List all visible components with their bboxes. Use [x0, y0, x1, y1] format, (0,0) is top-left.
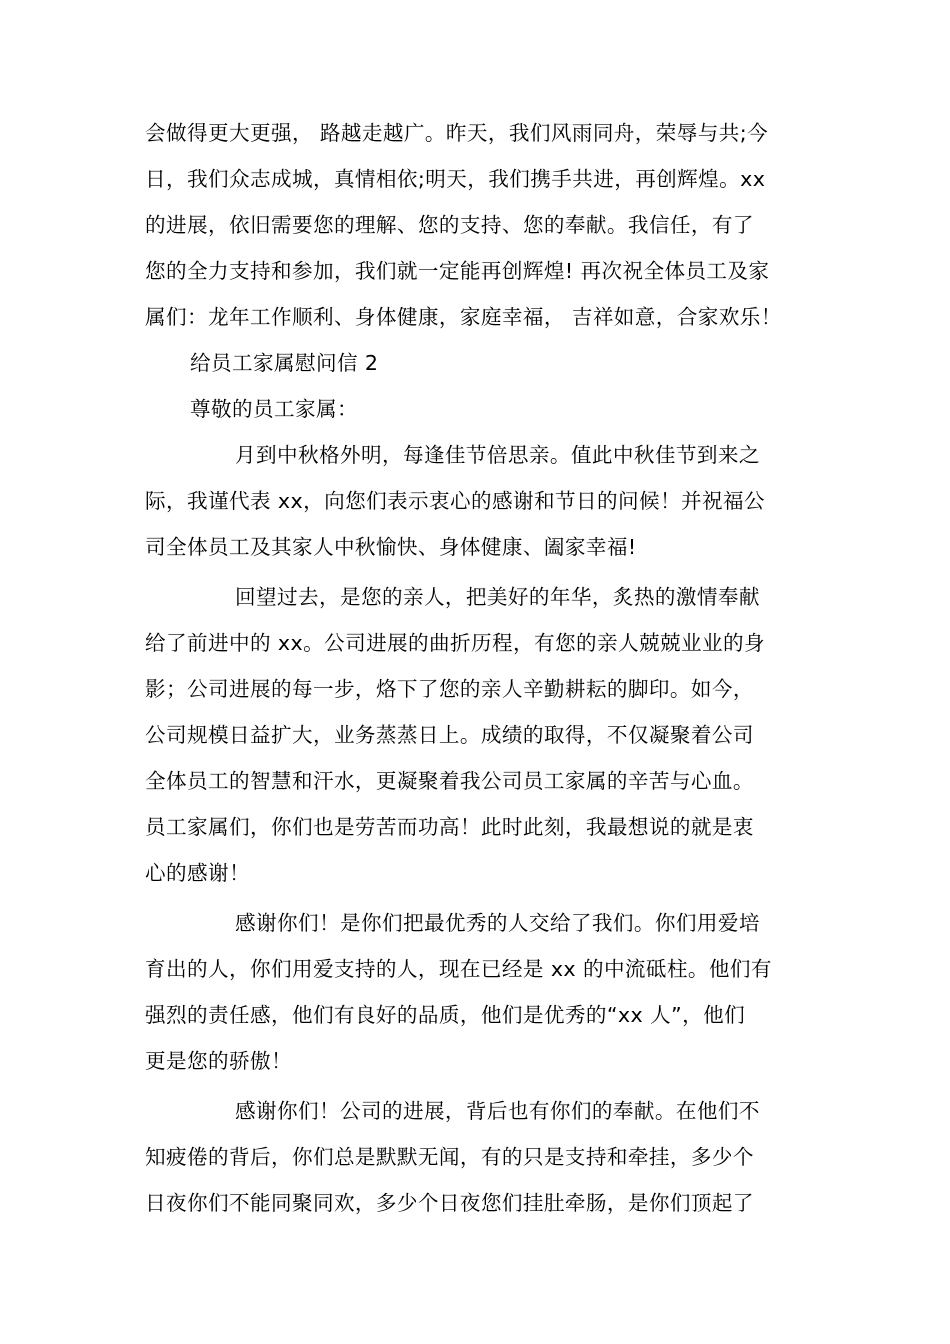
text-line: 强烈的责任感，他们有良好的品质，他们是优秀的“xx 人”，他们 — [145, 1003, 746, 1027]
section-title: 给员工家属慰问信 2 — [190, 351, 379, 375]
text-line: 际，我谨代表 xx，向您们表示衷心的感谢和节日的问候！并祝福公 — [145, 489, 765, 513]
paragraph-1 — [145, 432, 805, 570]
text-line: 心的感谢！ — [145, 861, 250, 885]
text-line: 公司规模日益扩大，业务蒸蒸日上。成绩的取得，不仅凝聚着公司 — [145, 723, 754, 747]
text-line: 会做得更大更强， 路越走越广。昨天，我们风雨同舟，荣辱与共;今 — [145, 121, 769, 145]
text-line: 育出的人，你们用爱支持的人，现在已经是 xx 的中流砥柱。他们有 — [145, 957, 772, 981]
text-line: 您的全力支持和参加，我们就一定能再创辉煌! 再次祝全体员工及家 — [145, 259, 770, 283]
text-line: 属们：龙年工作顺利、身体健康，家庭幸福， 吉祥如意，合家欢乐！ — [145, 305, 782, 329]
continued-paragraph — [145, 110, 805, 340]
paragraph-2 — [145, 574, 805, 896]
text-line: 日，我们众志成城，真情相依;明天，我们携手共进，再创辉煌。xx — [145, 167, 766, 191]
text-line: 感谢你们！公司的进展，背后也有你们的奉献。在他们不 — [235, 1099, 760, 1123]
document-page — [145, 110, 805, 1226]
salutation: 尊敬的员工家属： — [190, 397, 358, 421]
text-line: 的进展，依旧需要您的理解、您的支持、您的奉献。我信任，有了 — [145, 213, 754, 237]
text-line: 给了前进中的 xx。公司进展的曲折历程，有您的亲人兢兢业业的身 — [145, 631, 765, 655]
paragraph-4 — [145, 1088, 805, 1226]
text-line: 更是您的骄傲！ — [145, 1049, 292, 1073]
text-line: 员工家属们，你们也是劳苦而功高！此时此刻，我最想说的就是衷 — [145, 815, 754, 839]
text-line: 影；公司进展的每一步，烙下了您的亲人辛勤耕耘的脚印。如今， — [145, 677, 754, 701]
text-line: 全体员工的智慧和汗水，更凝聚着我公司员工家属的辛苦与心血。 — [145, 769, 754, 793]
text-line: 感谢你们！是你们把最优秀的人交给了我们。你们用爱培 — [235, 911, 760, 935]
text-line: 司全体员工及其家人中秋愉快、身体健康、阖家幸福! — [145, 535, 637, 559]
paragraph-3 — [145, 900, 805, 1084]
text-line: 知疲倦的背后，你们总是默默无闻，有的只是支持和牵挂，多少个 — [145, 1145, 754, 1169]
text-line: 回望过去，是您的亲人，把美好的年华，炙热的激情奉献 — [235, 585, 760, 609]
text-line: 月到中秋格外明，每逢佳节倍思亲。值此中秋佳节到来之 — [235, 443, 760, 467]
text-line: 日夜你们不能同聚同欢，多少个日夜您们挂肚牵肠，是你们顶起了 — [145, 1191, 754, 1215]
